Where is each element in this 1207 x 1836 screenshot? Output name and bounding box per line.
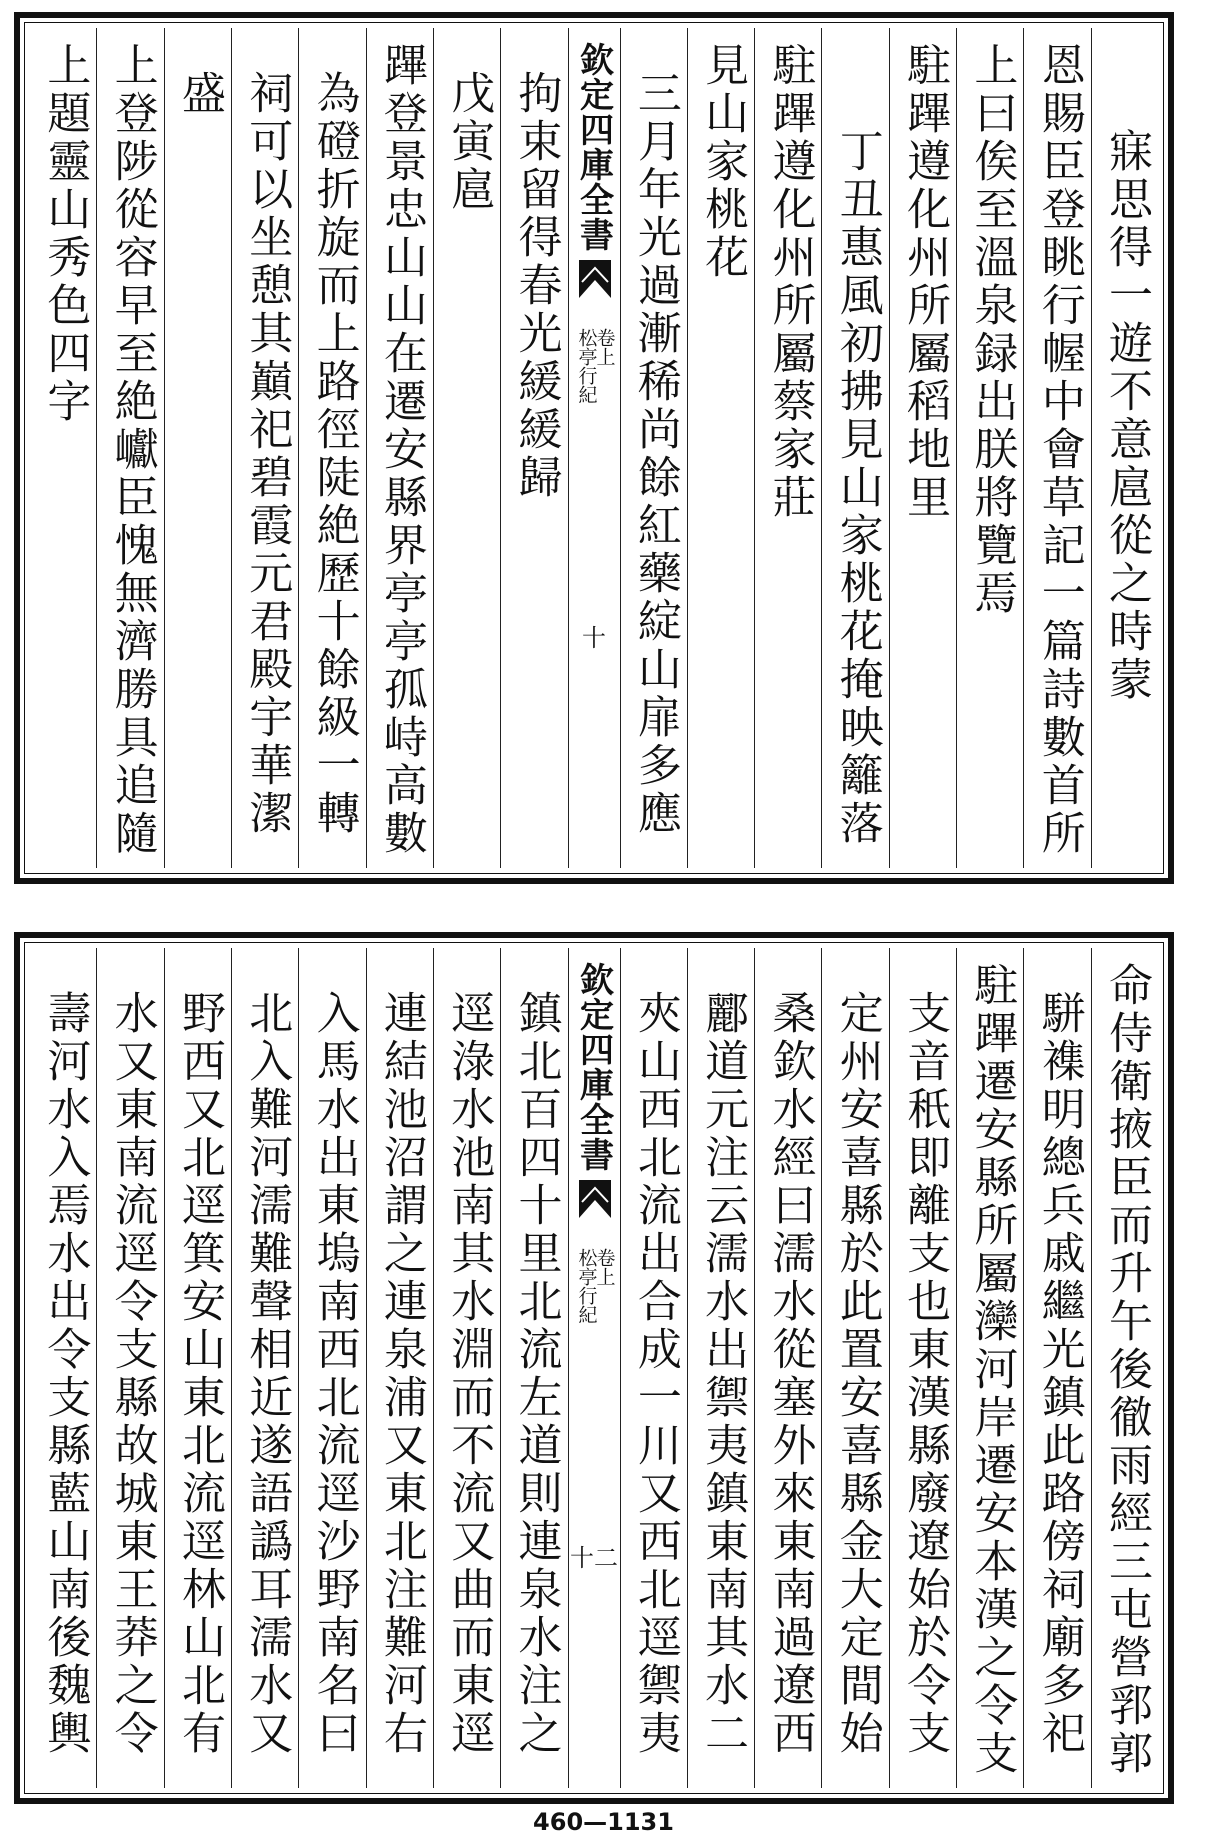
fish-tail-mark-icon: [579, 260, 611, 298]
text-column: [96, 948, 163, 1788]
column-text: 恩賜臣登眺行幄中會草記一篇詩數首所: [1033, 42, 1085, 858]
column-text: 命侍衛掖臣而升午後徹雨經三屯營郛郭: [1101, 962, 1152, 1778]
column-text: 北入難河濡難聲相近遂語譌耳濡水又: [241, 990, 293, 1758]
text-column: [1023, 948, 1090, 1788]
volume-label: 卷上: [593, 328, 616, 366]
column-text: 酈道元注云濡水出禦夷鎮東南其水二: [697, 990, 749, 1758]
text-column: [754, 948, 821, 1788]
text-column: [164, 948, 231, 1788]
volume-label-wrap: [595, 1248, 615, 1286]
text-column: [687, 948, 754, 1788]
text-column: [366, 28, 433, 868]
column-text: 見山家桃花: [697, 42, 749, 282]
column-text: 駐蹕遷安縣所屬灤河岸遷安本漢之令支: [966, 962, 1018, 1778]
center-fold-column: [568, 28, 620, 868]
column-text: 上曰俟至溫泉録出朕將覽焉: [966, 42, 1018, 618]
text-column: [821, 28, 888, 868]
text-column: [30, 28, 96, 868]
column-text: 駐蹕遵化州所屬蔡家莊: [764, 42, 816, 522]
text-column: [620, 948, 687, 1788]
text-column: [298, 948, 365, 1788]
column-text: 上題靈山秀色四字: [39, 42, 91, 426]
collection-title: 欽定四庫全書: [573, 962, 614, 1172]
text-column: [433, 948, 500, 1788]
text-column: [96, 28, 163, 868]
text-column: [298, 28, 365, 868]
text-column: [433, 28, 500, 868]
text-column: [889, 948, 956, 1788]
text-column: [231, 948, 298, 1788]
column-text: 鎮北百四十里北流左道則連泉水注之: [510, 990, 562, 1758]
collection-title: 欽定四庫全書: [573, 42, 614, 252]
fish-tail-mark-icon: [579, 1180, 611, 1218]
column-text: 上登陟從容早至絶巘臣愧無濟勝具追隨: [106, 42, 158, 858]
column-text: 駐蹕遵化州所屬稻地里: [899, 42, 951, 522]
text-column: [754, 28, 821, 868]
volume-label-wrap: [595, 328, 615, 366]
column-text: 盛: [173, 70, 225, 118]
column-text: 三月年光過漸稀尚餘紅藥綻山扉多應: [629, 70, 681, 838]
column-text: 祠可以坐憩其巔祀碧霞元君殿宇華潔: [241, 70, 293, 838]
book-title: 松亭行紀: [575, 1248, 598, 1324]
text-column: [1023, 28, 1090, 868]
text-column: [164, 28, 231, 868]
top-page-columns: [30, 28, 1158, 868]
volume-label: 卷上: [593, 1248, 616, 1286]
text-column: [1091, 948, 1158, 1788]
column-text: 桑欽水經曰濡水從塞外來東南過遼西: [764, 990, 816, 1758]
column-text: 駢襍明總兵戚繼光鎮此路傍祠廟多祀: [1033, 990, 1085, 1758]
text-column: [366, 948, 433, 1788]
book-title: 松亭行紀: [575, 328, 598, 404]
column-text: 拘束留得春光緩緩歸: [510, 70, 562, 502]
top-page: [14, 12, 1174, 884]
column-text: 戊寅扈: [443, 70, 495, 214]
text-column: [889, 28, 956, 868]
column-text: 水又東南流逕令支縣故城東王莽之令: [106, 990, 158, 1758]
bottom-page: [14, 932, 1174, 1804]
column-text: 入馬水出東塢南西北流逕沙野南名曰: [308, 990, 360, 1758]
text-column: [500, 948, 567, 1788]
column-text: 丁丑惠風初拂見山家桃花掩映籬落: [831, 128, 883, 848]
text-column: [30, 948, 96, 1788]
text-column: [620, 28, 687, 868]
column-text: 夾山西北流出合成一川又西北逕禦夷: [629, 990, 681, 1758]
page-number-footer: 460—1131: [533, 1808, 674, 1836]
folio-number: 十二: [570, 1544, 618, 1572]
center-fold-column: [568, 948, 620, 1788]
folio-number: 十: [582, 624, 606, 652]
bottom-page-columns: [30, 948, 1158, 1788]
text-column: [1091, 28, 1158, 868]
text-column: [956, 948, 1023, 1788]
text-column: [956, 28, 1023, 868]
column-text: 寐思得一遊不意扈從之時蒙: [1101, 128, 1152, 704]
column-text: 連結池沼謂之連泉浦又東北注難河右: [375, 990, 427, 1758]
column-text: 野西又北逕箕安山東北流逕林山北有: [173, 990, 225, 1758]
column-text: 壽河水入焉水出令支縣藍山南後魏輿: [39, 990, 91, 1758]
text-column: [500, 28, 567, 868]
column-text: 為磴折旋而上路徑陡絶歷十餘級一轉: [308, 70, 360, 838]
column-text: 蹕登景忠山山在遷安縣界亭亭孤峙高數: [375, 42, 427, 858]
text-column: [687, 28, 754, 868]
text-column: [231, 28, 298, 868]
column-text: 支音秖即離支也東漢縣廢遼始於令支: [899, 990, 951, 1758]
text-column: [821, 948, 888, 1788]
column-text: 定州安喜縣於此置安喜縣金大定間始: [831, 990, 883, 1758]
column-text: 逕淥水池南其水淵而不流又曲而東逕: [443, 990, 495, 1758]
